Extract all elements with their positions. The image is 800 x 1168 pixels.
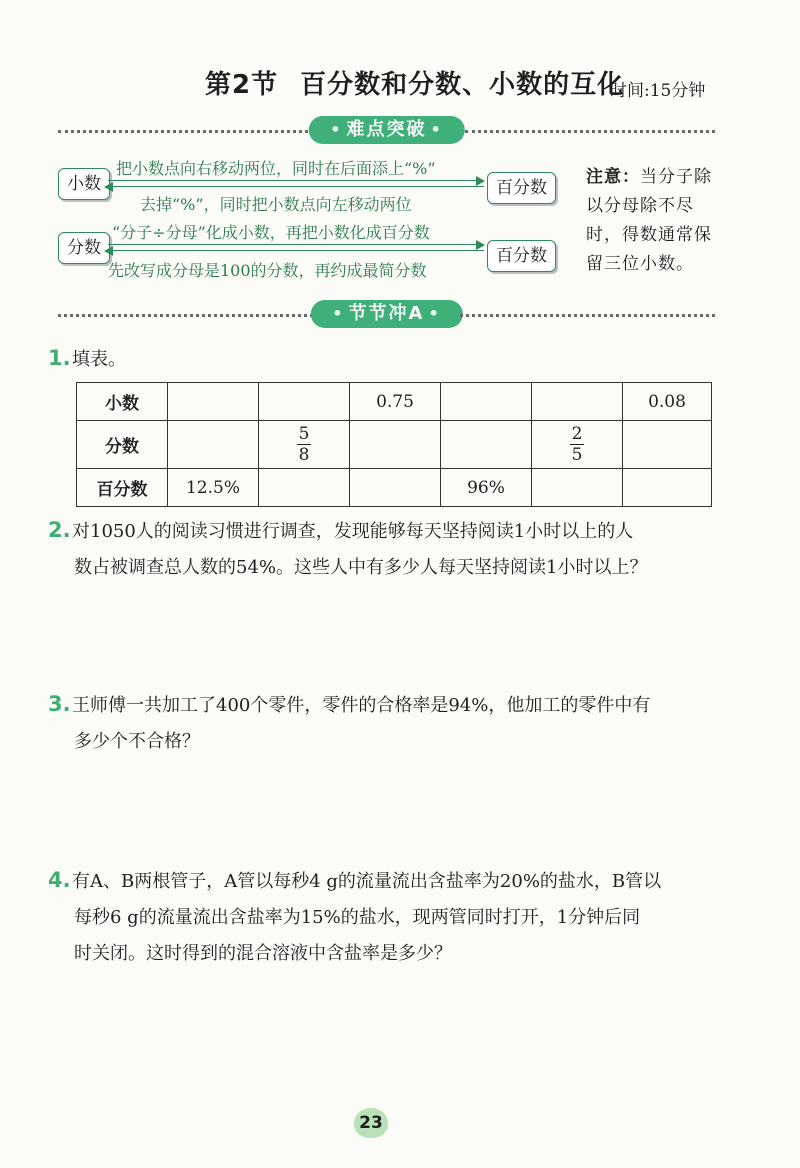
question-number: 3. [48, 692, 71, 716]
arrow-decimal-to-percent [108, 180, 478, 181]
question-4 [48, 862, 661, 972]
arrowhead-left-icon [104, 246, 113, 256]
table-cell [532, 421, 623, 469]
question-text-line: 有A、B两根管子，A管以每秒4 g的流量流出含盐率为20%的盐水，B管以 [72, 871, 662, 892]
table-cell [532, 383, 623, 421]
question-text: 填表。 [72, 349, 126, 370]
question-1 [48, 340, 126, 378]
arrowhead-left-icon [104, 182, 113, 192]
table-cell [259, 383, 350, 421]
table-cell [350, 421, 441, 469]
note [586, 163, 726, 279]
section-number: 第2节 [205, 70, 279, 100]
table-cell [623, 421, 712, 469]
page-title [205, 64, 624, 101]
question-text-line: 每秒6 g的流量流出含盐率为15%的盐水，现两管同时打开，1分钟后同 [74, 907, 641, 928]
row-header: 分数 [77, 421, 168, 469]
table-cell: 0.75 [350, 383, 441, 421]
time-limit: 时间:15分钟 [610, 81, 706, 101]
question-text-line: 对1050人的阅读习惯进行调查，发现能够每天坚持阅读1小时以上的人 [72, 521, 634, 542]
arrow-fraction-to-percent [108, 244, 478, 245]
fraction: $\frac{5}{8}$ [298, 424, 310, 465]
question-text-line: 王师傅一共加工了400个零件，零件的合格率是94%，他加工的零件中有 [72, 695, 651, 716]
section-divider-practice [58, 300, 715, 330]
table-cell [623, 469, 712, 507]
section-label-key-points: • 难点突破 • [308, 116, 464, 144]
table-cell: 0.08 [623, 383, 712, 421]
note-label: 注意： [586, 167, 640, 187]
table-cell [259, 421, 350, 469]
table-cell [350, 469, 441, 507]
question-number: 2. [48, 518, 71, 542]
table-cell [532, 469, 623, 507]
label-decimal-to-percent: 把小数点向右移动两位，同时在后面添上“%” [116, 159, 436, 178]
question-text-line: 时关闭。这时得到的混合溶液中含盐率是多少？ [74, 943, 452, 964]
section-title: 百分数和分数、小数的互化 [300, 70, 625, 100]
arrow-percent-to-decimal [112, 186, 484, 187]
arrowhead-right-icon [476, 176, 485, 186]
table-cell [441, 421, 532, 469]
question-number: 1. [48, 346, 71, 370]
table-cell: 96% [441, 469, 532, 507]
box-percent-2: 百分数 [487, 240, 556, 272]
label-percent-to-fraction: 先改写成分母是100的分数，再约成最简分数 [108, 261, 427, 280]
section-divider-key-points [58, 116, 715, 146]
table-cell [259, 469, 350, 507]
table-cell [168, 383, 259, 421]
row-header: 小数 [77, 383, 168, 421]
row-header: 百分数 [77, 469, 168, 507]
table-row-decimal [77, 383, 712, 421]
table-row-percent [77, 469, 712, 507]
table-cell [441, 383, 532, 421]
question-2 [48, 512, 647, 586]
page-number: 23 [354, 1108, 388, 1138]
arrowhead-right-icon [476, 240, 485, 250]
note-text: 当分子除以分母除不尽时，得数通常保留三位小数。 [586, 167, 712, 274]
question-3 [48, 686, 650, 760]
table-row-fraction [77, 421, 712, 469]
question-text-line: 数占被调查总人数的54%。这些人中有多少人每天坚持阅读1小时以上？ [74, 557, 648, 578]
box-fraction: 分数 [58, 232, 110, 264]
arrow-percent-to-fraction [112, 250, 484, 251]
label-percent-to-decimal: 去掉“%”，同时把小数点向左移动两位 [140, 195, 412, 214]
fraction: $\frac{2}{5}$ [571, 424, 583, 465]
question-number: 4. [48, 868, 71, 892]
conversion-table [76, 382, 712, 507]
section-label-practice: • 节节冲A • [310, 300, 462, 328]
label-fraction-to-percent: “分子÷分母”化成小数，再把小数化成百分数 [112, 223, 430, 242]
question-text-line: 多少个不合格？ [74, 731, 200, 752]
table-cell [168, 421, 259, 469]
box-decimal: 小数 [58, 168, 110, 200]
box-percent-1: 百分数 [487, 172, 556, 204]
table-cell: 12.5% [168, 469, 259, 507]
